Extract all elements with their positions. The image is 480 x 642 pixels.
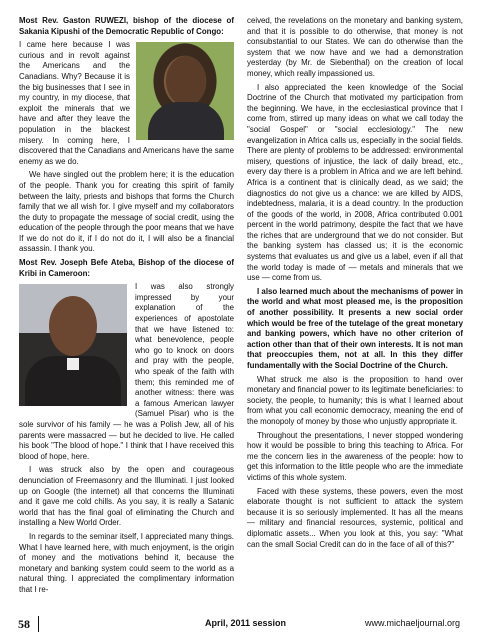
paragraph: What struck me also is the proposition to hand over monetary and financial power to its legitimate beneficiaries: to society, the people, to humanity; this is what I learned about from what you call economic democracy, meaning the end of the monopoly of money by those who unjustly appropriate it. — [247, 374, 463, 426]
paragraph: Faced with these systems, these powers, even the most elaborate thought is not sufficient to attack the system because it is so seriously implemented. It has all the means — military and financial resources, systemic, political and diplomatic assets... When you look at this, you say: "What can the small Social Credit can do in the face of all of this?" — [247, 486, 463, 549]
paragraph: I came here because I was curious and in revolt against the Americans and the Canadians. Why? Because it is the big businesses that I see in my country, in my diocese, that exploit the minerals that we have and after they leave the population in the blackest misery. In coming here, I discovered that the Canadians and Americans have the same enemy as we do. — [19, 40, 234, 166]
paragraph-3-block — [19, 282, 234, 465]
bishop-ruwezi-photo — [136, 42, 234, 140]
photo-face — [49, 296, 97, 356]
paragraph: ceived, the revelations on the monetary and banking system, and that it is possible to do otherwise, that money is not consubstantial to our States. We can do otherwise than the system that we now have and we had a demonstration yesterday (by Mr. de Siebenthal) on the creation of local money, which really impassioned us. — [247, 16, 463, 78]
left-column — [19, 16, 234, 598]
page-footer — [0, 612, 480, 636]
photo-shirt — [148, 102, 224, 140]
paragraph: I also appreciated the keen knowledge of the Social Doctrine of the Church that motivated my participation from the beginning. We have, in the ecclesiastical province that I come from, stirred up many ideas on what we call today the "social Gospel" or "social ecclesiology." The new evangelization in Africa calls us, especially in the social fields. There are plenty of problems to be addressed: environmental misery, questions of injustice, the lack of daily bread, etc., every day there is a problem in Africa and we are left behind. Africa is a continent that is clinically dead, as we said; the diagnostics do not give us a chance: we are killed by AIDS, indebtedness, malaria, it is a dead country. In the production of the goods of the world, in 2008, Africa contributed 0.001 percent in the world patrimony, despite the fact that we have the riches that are underground that we do not consider. But the banking system has classed us; it is the economic systems that evaluates us and give us a label, even if all that the world today is made of — metals and minerals that we use — come from us. — [247, 82, 463, 283]
session-label: April, 2011 session — [205, 618, 287, 628]
speaker-2-heading: Most Rev. Joseph Befe Ateba, Bishop of the diocese of Kribi in Cameroon: — [19, 258, 234, 278]
paragraph: I was also strongly impressed by your explanation of the experiences of apostolate that we have listened to: what benevolence, people who go to knock on doors and pray with the people, who speak of the faith with them; this reminded me of another witness: there was a famous American lawyer (Samuel Pisar) who is the sole survivor of his family — he was a Polish Jew, all of his parents were massacred — but he decided to live. He called his book "The blood of hope." I think that I have received this blood of hope, here. — [19, 282, 234, 461]
footer-divider — [38, 616, 39, 632]
page-number: 58 — [18, 617, 30, 631]
paragraph-bold: I also learned much about the mechanisms of power in the world and what most pleased me, is the proposition of another possibility. It presents a new social order which would be free of the tutelage of the great monetary and banking powers, which have no other criterion of action other than that of their own interests. It is not man that preoccupies them, not at all. In this they differ fundamentally with the Social Doctrine of the Church. — [247, 286, 463, 370]
paragraph: We have singled out the problem here; it is the education of the people. Thank you for creating this spirit of family between the laity, priests and bishops that forms the Church family that we all wish for. I give myself and my collaborators the duty to propagate the message of social credit, using the education of the people through the poor means that we have If we do not do it, if I do not do it, I will also be a financial assassin. I thank you. — [19, 170, 234, 254]
speaker-1-heading: Most Rev. Gaston RUWEZI, bishop of the diocese of Sakania Kipushi of the Democratic Republic of Congo: — [19, 16, 234, 36]
right-column — [247, 16, 463, 553]
photo-collar — [67, 358, 79, 370]
bishop-ateba-photo — [19, 284, 127, 406]
paragraph-1-block — [19, 40, 234, 170]
paragraph: I was struck also by the open and courageous denunciation of Freemasonry and the Illuminati. I just looked up on Google (the internet) all that concerns the Illuminati and it gave me cold chills. As you say, it is really a Satanic world that has the final goal of eliminating the Church and installing a New World Order. — [19, 465, 234, 528]
paragraph: In regards to the seminar itself, I appreciated many things. What I have learned here, with much enjoyment, is the origin of money and the motivations behind it, because the monetary and banking system could seem to the world as a natural thing. I appreciated the complimentary information that I re- — [19, 531, 234, 594]
website-link[interactable]: www.michaeljournal.org — [364, 618, 460, 628]
photo-face — [166, 56, 206, 106]
paragraph: Throughout the presentations, I never stopped wondering how it would be possible to bring this teaching to Africa. For me the concern lies in the awareness of the people: how to get this information to the little people who are the immediate victims of this whole system. — [247, 430, 463, 482]
